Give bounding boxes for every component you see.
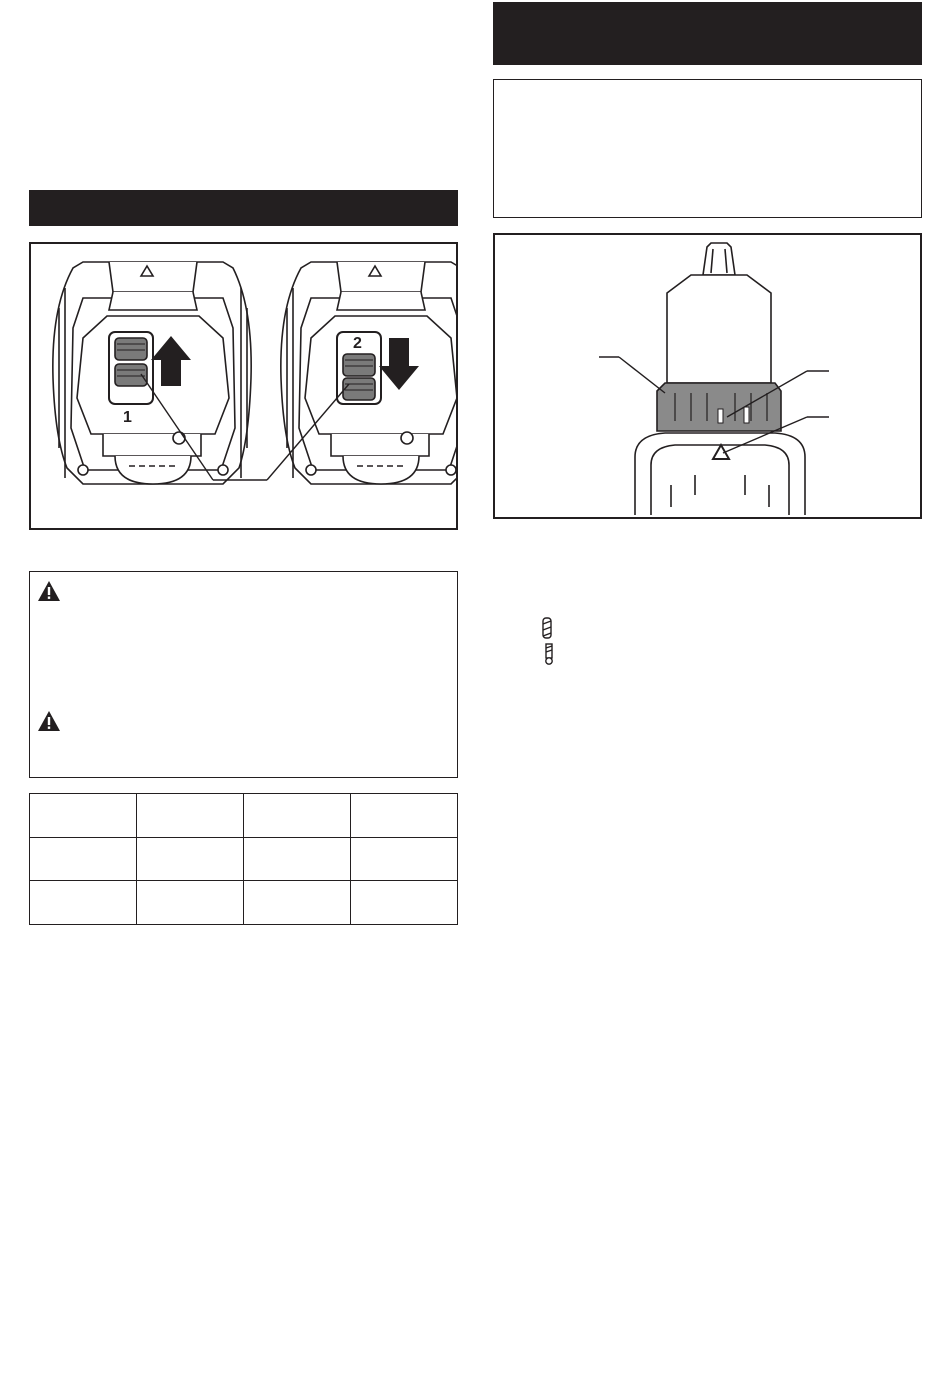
warning-triangle-icon	[37, 580, 61, 602]
speed-shift-illustration	[31, 244, 456, 528]
speed-table	[29, 793, 458, 925]
section-heading-bar	[29, 190, 458, 226]
table-cell	[244, 837, 351, 881]
speed-2-marker: 2	[353, 335, 362, 352]
table-row	[30, 881, 458, 925]
table-cell	[351, 837, 458, 881]
mode-ring-illustration	[495, 235, 920, 517]
table-cell	[351, 794, 458, 838]
drill-bit-icon	[540, 617, 554, 639]
table-cell	[30, 881, 137, 925]
screw-icon	[542, 643, 556, 665]
table-cell	[244, 881, 351, 925]
table-cell	[137, 794, 244, 838]
section-header-bar	[493, 2, 922, 65]
table-cell	[351, 881, 458, 925]
table-cell	[30, 794, 137, 838]
table-cell	[244, 794, 351, 838]
warning-triangle-icon	[37, 710, 61, 732]
table-cell	[30, 837, 137, 881]
table-row	[30, 837, 458, 881]
table-row	[30, 794, 458, 838]
warning-box	[29, 571, 458, 778]
mode-ring-figure	[493, 233, 922, 519]
speed-1-marker: 1	[123, 409, 132, 426]
table-cell	[137, 837, 244, 881]
speed-shift-figure	[29, 242, 458, 530]
notice-box	[493, 79, 922, 218]
table-cell	[137, 881, 244, 925]
